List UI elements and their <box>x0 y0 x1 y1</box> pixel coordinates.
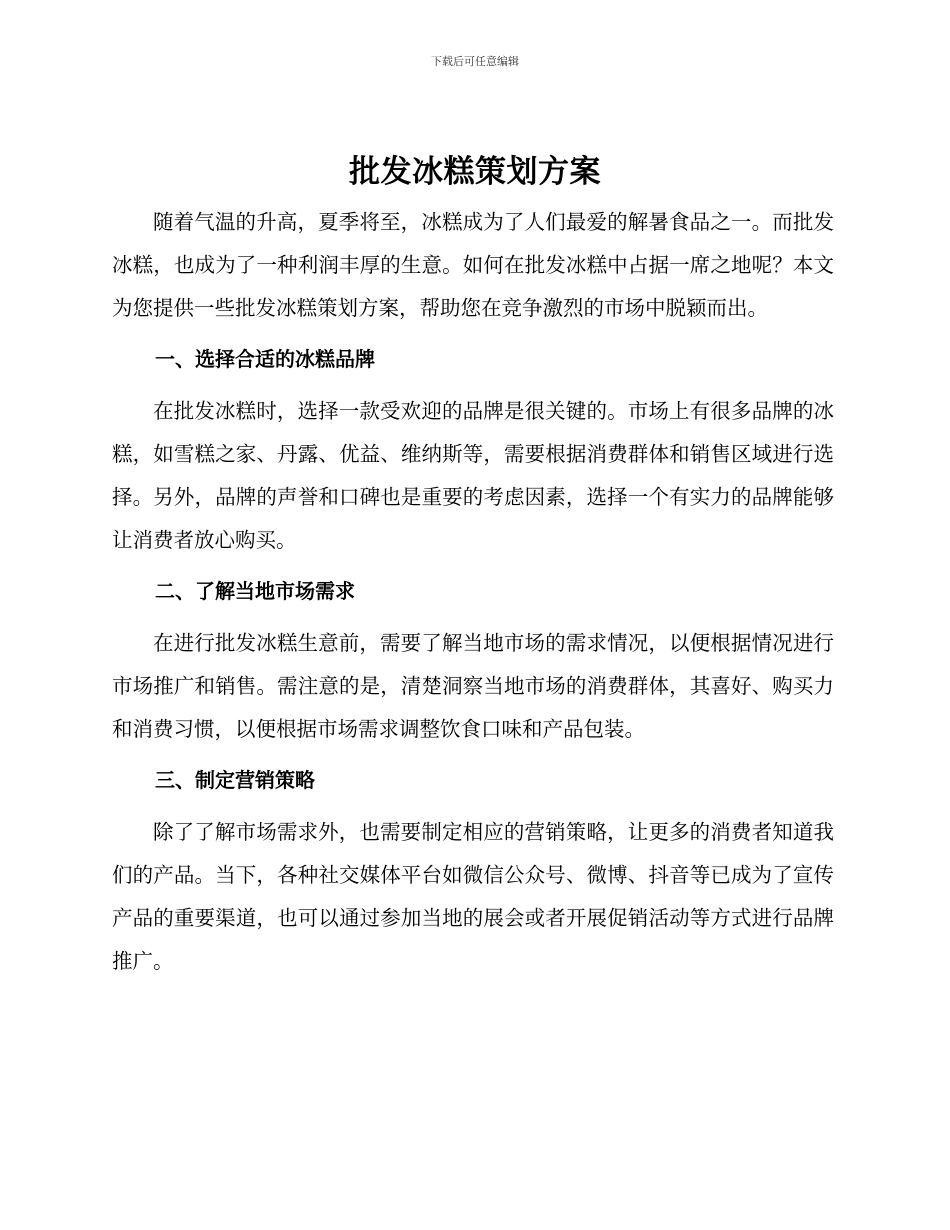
section-paragraph-brand: 在批发冰糕时，选择一款受欢迎的品牌是很关键的。市场上有很多品牌的冰糕，如雪糕之家、丹露、优益、维纳斯等，需要根据消费群体和销售区域进行选择。另外，品牌的声誉和口碑也是重要的考虑因素，选择一个有实力的品牌能够让消费者放心购买。 <box>112 399 834 552</box>
section-heading-marketing: 三、制定营销策略 <box>155 768 315 792</box>
intro-paragraph: 随着气温的升高，夏季将至，冰糕成为了人们最爱的解暑食品之一。而批发冰糕，也成为了一种利润丰厚的生意。如何在批发冰糕中占据一席之地呢？本文为您提供一些批发冰糕策划方案，帮助您在竞争激烈的市场中脱颖而出。 <box>112 210 834 320</box>
document-body <box>112 201 834 983</box>
section-paragraph-marketing: 除了了解市场需求外，也需要制定相应的营销策略，让更多的消费者知道我们的产品。当下，各种社交媒体平台如微信公众号、微博、抖音等已成为了宣传产品的重要渠道，也可以通过参加当地的展会或者开展促销活动等方式进行品牌推广。 <box>112 820 834 973</box>
header-note: 下载后可任意编辑 <box>431 55 519 68</box>
section-heading-brand: 一、选择合适的冰糕品牌 <box>155 347 375 371</box>
document-title: 批发冰糕策划方案 <box>349 154 601 190</box>
section-heading-market: 二、了解当地市场需求 <box>155 579 355 603</box>
section-paragraph-market: 在进行批发冰糕生意前，需要了解当地市场的需求情况，以便根据情况进行市场推广和销售。需注意的是，清楚洞察当地市场的消费群体，其喜好、购买力和消费习惯，以便根据市场需求调整饮食口味和产品包装。 <box>112 631 834 741</box>
